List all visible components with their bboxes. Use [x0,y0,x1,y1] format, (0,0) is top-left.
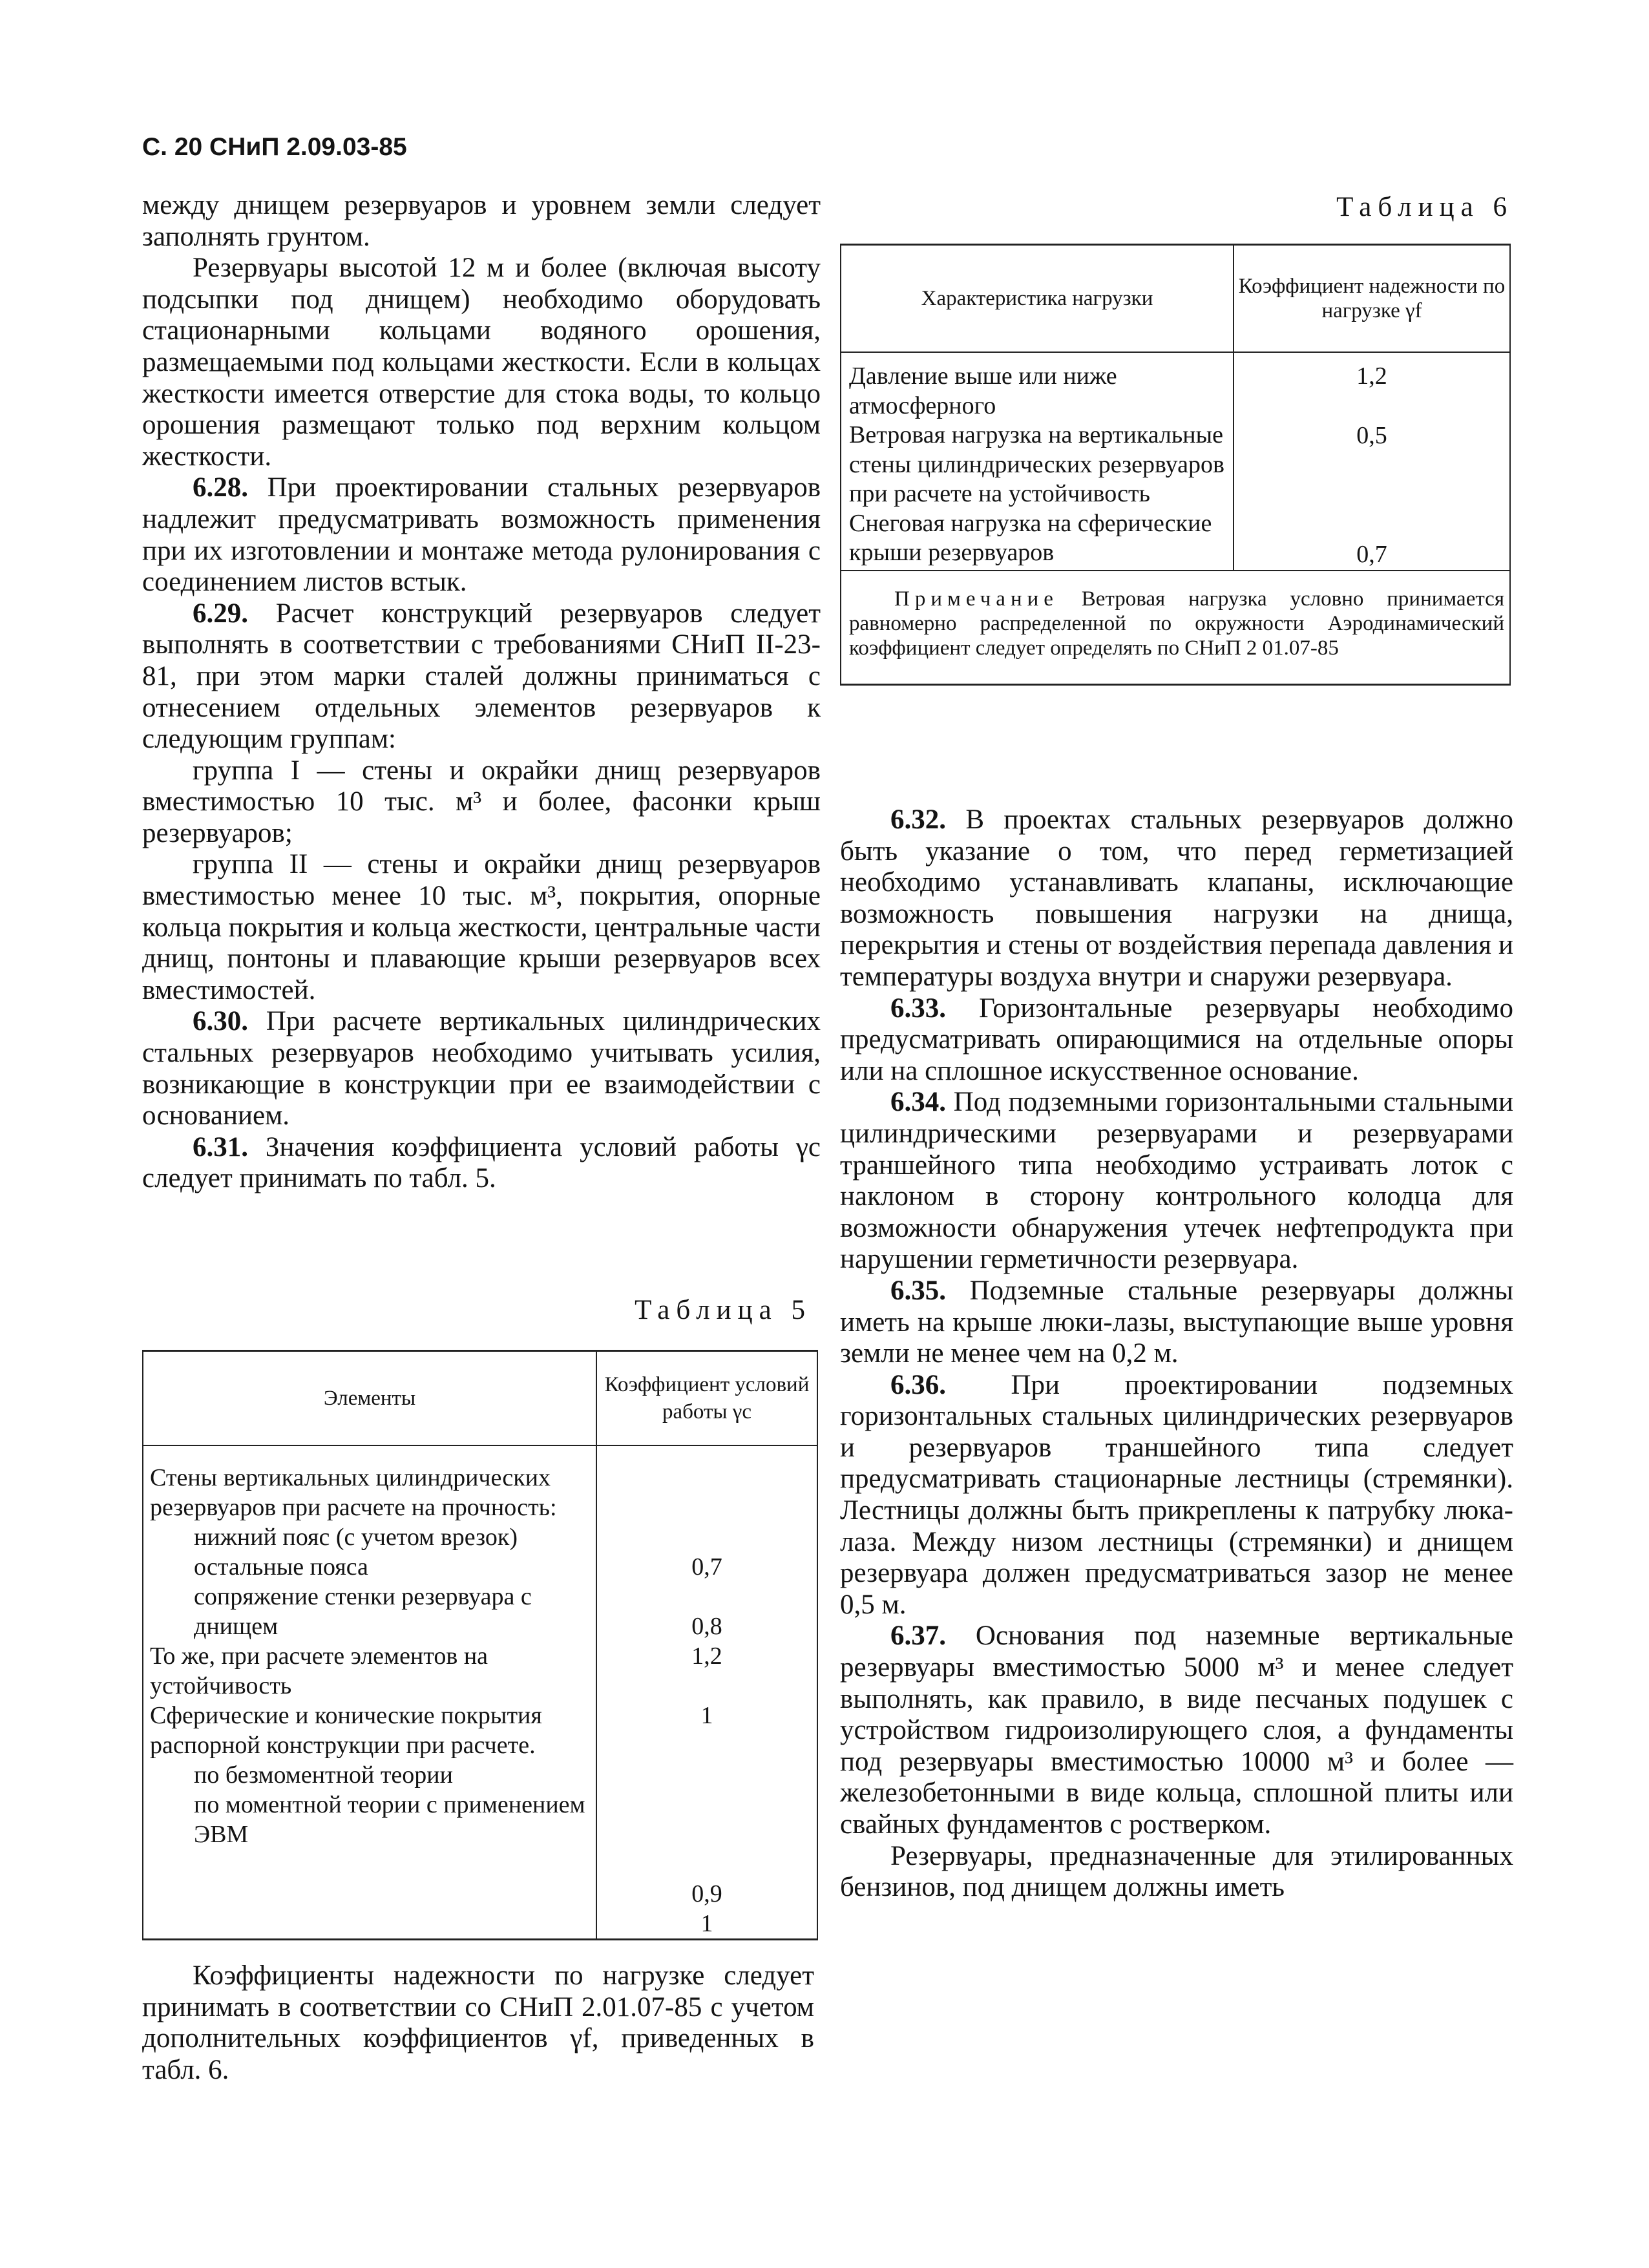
table-row-label: сопряжение стенки резервуара с днищем [194,1583,532,1640]
clause-6-37 [840,1621,1513,1840]
paragraph: группа II — стены и окрайки днищ резервуаров вместимостью менее 10 тыс. м³, покрытия, опорные кольца покрытия и кольца жесткости, центральные части днищ, понтоны и плавающие крыши резервуаров всех вместимостей. [142,849,821,1005]
paragraph: Коэффициенты надежности по нагрузке следует принимать в соответствии со СНиП 2.01.07-85 с учетом дополнительных коэффициентов γf, приведенных в табл. 6. [142,1960,814,2085]
table-6-col2-header: Коэффициент надежности по нагрузке γf [1234,245,1510,353]
clause-text: Расчет конструкций резервуаров следует выполнять в соответствии с требованиями СНиП II-23-81, при этом марки сталей должны приниматься с отнесением отдельных элементов резервуаров к следующим группам: [142,598,821,755]
clause-text: Под подземными горизонтальными стальными цилиндрическими резервуарами и резервуарами траншейного типа необходимо устраивать лоток с наклоном в сторону контрольного колодца для возможности обнаружения утечек нефтепродукта при нарушении герметичности резервуара. [840,1087,1513,1275]
table-row-label: То же, при расчете элементов на устойчивость [150,1643,488,1699]
clause-6-30 [142,1006,821,1131]
table-6-col1-header: Характеристика нагрузки [841,245,1234,353]
clause-text: При проектировании подземных горизонтальных стальных цилиндрических резервуаров и резервуаров траншейного типа следует предусматривать стационарные лестницы (стремянки). Лестницы должны быть прикреплены к патрубку люка-лаза. Между низом лестницы (стремянки) и днищем резервуара должен предусматриваться зазор не менее 0,5 м. [840,1369,1513,1620]
note-text: Ветровая нагрузка условно принимается равномерно распределенной по окружности Аэродинамический коэффициент следует определять по СНиП 2 01.07-85 [849,587,1504,660]
clause-text: Основания под наземные вертикальные резервуары вместимостью 5000 м³ и менее следует выполнять, как правило, в виде песчаных подушек с устройством гидроизолирующего слоя, а фундаменты под резервуары вместимостью 10000 м³ и более — железобетонными в виде кольца, сплошной плиты или свайных фундаментов с ростверком. [840,1621,1513,1840]
table-value: 1 [700,1702,713,1729]
table-value: 0,5 [1356,422,1387,449]
table-6 [840,244,1511,686]
table-row-label: Ветровая нагрузка на вертикальные стены цилиндрических резервуаров при расчете на устойчивость [849,421,1224,507]
table-row-label: Давление выше или ниже атмосферного [849,362,1117,419]
clause-text: Подземные стальные резервуары должны иметь на крыше люки-лазы, выступающие выше уровня земли не менее чем на 0,2 м. [840,1275,1514,1369]
clause-6-33 [840,993,1513,1087]
table-value: 0,9 [691,1880,722,1907]
clause-number: 6.33. [890,992,946,1024]
table-5-col2-header: Коэффициент условий работы γc [596,1351,817,1446]
clause-6-35 [840,1276,1513,1370]
table-value: 0,7 [1356,541,1387,568]
page-header: С. 20 СНиП 2.09.03-85 [142,133,407,161]
table-6-note [841,571,1510,685]
table-5 [142,1350,818,1940]
table-value: 1,2 [1356,362,1387,390]
left-column-bottom [142,1960,814,2086]
table-value: 0,8 [691,1613,722,1640]
table-row-label: Снеговая нагрузка на сферические крыши резервуаров [849,509,1212,566]
paragraph: между днищем резервуаров и уровнем земли следует заполнять грунтом. [142,190,821,252]
clause-text: При расчете вертикальных цилиндрических стальных резервуаров необходимо учитывать усилия, возникающие в конструкции при ее взаимодействии с основанием. [142,1006,821,1131]
clause-6-31 [142,1132,821,1195]
table-6-caption: Таблица 6 [1336,192,1513,222]
clause-number: 6.37. [890,1621,946,1652]
paragraph: Резервуары, предназначенные для этилированных бензинов, под днищем должны иметь [840,1840,1513,1903]
clause-6-32 [840,804,1513,993]
clause-number: 6.36. [890,1369,946,1400]
clause-text: При проектировании стальных резервуаров надлежит предусматривать возможность применения при их изготовлении и монтаже метода рулонирования с соединением листов встык. [142,472,821,598]
clause-text: В проектах стальных резервуаров должно быть указание о том, что перед герметизацией необходимо устанавливать клапаны, исключающие возможность повышения нагрузки на днища, перекрытия и стены от воздействия перепада давления и температуры воздуха внутри и снаружи резервуара. [840,804,1513,992]
table-row-label: по безмоментной теории [194,1761,453,1789]
table-row-label: нижний пояс (с учетом врезок) [194,1524,518,1551]
table-5-col1-header: Элементы [143,1351,596,1446]
table-row-label: Сферические и конические покрытия распорной конструкции при расчете. [150,1702,542,1759]
paragraph: группа I — стены и окрайки днищ резервуаров вместимостью 10 тыс. м³ и более, фасонки крыш резервуаров; [142,755,821,848]
table-value: 1 [700,1910,713,1937]
clause-number: 6.31. [193,1131,248,1162]
clause-6-29 [142,598,821,755]
clause-6-28 [142,472,821,598]
paragraph: Резервуары высотой 12 м и более (включая высоту подсыпки под днищем) необходимо оборудовать стационарными кольцами водяного орошения, размещаемыми под кольцами жесткости. Если в кольцах жесткости имеется отверстие для стока воды, то кольцо орошения размещают только под верхним кольцом жесткости. [142,253,821,472]
table-value: 1,2 [691,1643,722,1670]
table-value: 0,7 [691,1553,722,1580]
clause-number: 6.34. [890,1087,946,1118]
note-label: Примечание [894,587,1058,611]
clause-number: 6.32. [890,804,946,835]
table-row-label: по моментной теории с применением ЭВМ [194,1791,585,1848]
clause-number: 6.35. [890,1275,946,1306]
right-column [840,804,1513,1904]
clause-6-34 [840,1087,1513,1276]
clause-6-36 [840,1370,1513,1621]
table-5-caption: Таблица 5 [635,1295,812,1325]
table-row-label: остальные пояса [194,1553,368,1580]
clause-text: Значения коэффициента условий работы γc следует принимать по табл. 5. [142,1131,821,1194]
clause-number: 6.30. [193,1006,248,1037]
clause-text: Горизонтальные резервуары необходимо предусматривать опирающимися на отдельные опоры или на сплошное искусственное основание. [840,992,1513,1086]
table-row-label: Стены вертикальных цилиндрических резервуаров при расчете на прочность: [150,1464,557,1521]
left-column [142,190,821,1195]
clause-number: 6.29. [193,598,248,629]
clause-number: 6.28. [193,472,248,503]
